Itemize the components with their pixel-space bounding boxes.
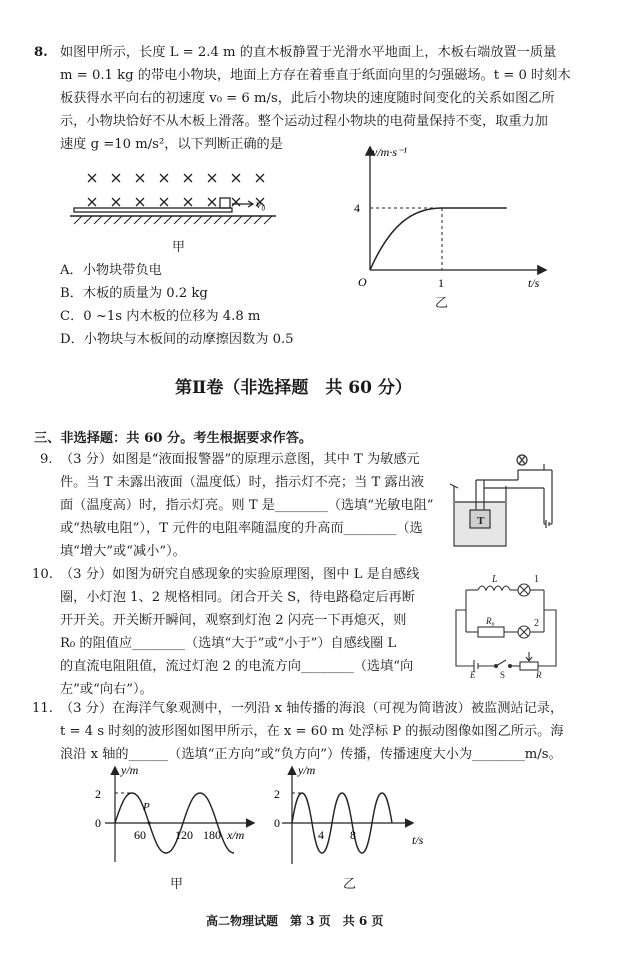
vt-origin: O bbox=[358, 275, 367, 289]
q8-stem-line-4: 示，小物块恰好不从木板上滑落。整个运动过程小物块的电荷量保持不变，取重力加 bbox=[60, 114, 548, 129]
q10-circuit-figure bbox=[452, 570, 564, 680]
part2-title: 第Ⅱ卷（非选择题 共 60 分） bbox=[175, 378, 412, 398]
q10-stem-line-4: R₀ 的阻值应________（选填“大于”或“小于”）自感线圈 L bbox=[60, 636, 397, 651]
q8-vt-chart bbox=[350, 140, 560, 320]
q10-inductor-label: L bbox=[492, 574, 498, 585]
q10-r0-label: R₀ bbox=[486, 616, 495, 626]
q11-yi-amp-label: 2 bbox=[274, 787, 280, 801]
q9-figure bbox=[448, 450, 560, 550]
q9-stem-line-3: 面（温度高）时，指示灯亮。则 T 是________（选填“光敏电阻” bbox=[60, 498, 434, 513]
q8-stem-line-2: m = 0.1 kg 的带电小物块，地面上方存在着垂直于纸面向里的匀强磁场。t = 0 时刻木 bbox=[60, 68, 571, 83]
q11-yi-xtick-4: 4 bbox=[318, 828, 324, 842]
q8-stem-line-1: 如图甲所示，长度 L = 2.4 m 的直木板静置于光滑水平地面上，木板右端放置一质量 bbox=[60, 45, 557, 60]
q8-option-a: A．小物块带负电 bbox=[60, 263, 162, 278]
q8-figure-jia-caption: 甲 bbox=[172, 240, 186, 255]
q9-sensor-label: T bbox=[477, 515, 485, 527]
q11-number: 11. bbox=[32, 701, 53, 716]
q11-jia-ylabel: y/m bbox=[121, 763, 139, 777]
q11-yi-zero-label: 0 bbox=[274, 816, 280, 830]
q8-stem-line-3: 板获得水平向右的初速度 v₀ = 6 m/s，此后小物块的速度随时间变化的关系如图乙所 bbox=[60, 91, 555, 106]
q11-jia-xlabel: x/m bbox=[227, 828, 245, 842]
q8-option-b: B．木板的质量为 0.2 kg bbox=[60, 286, 208, 301]
q10-lamp1-label: 1 bbox=[534, 574, 539, 585]
q9-stem-line-1: （3 分）如图是“液面报警器”的原理示意图，其中 T 为敏感元 bbox=[60, 452, 420, 467]
q8-option-c: C．0 ~1s 内木板的位移为 4.8 m bbox=[60, 309, 261, 324]
q8-option-d: D．小物块与木板间的动摩擦因数为 0.5 bbox=[60, 332, 294, 347]
q11-figure-yi-caption: 乙 bbox=[343, 877, 357, 892]
q11-yi-xtick-8: 8 bbox=[350, 828, 356, 842]
q9-stem-line-4: 或“热敏电阻”），T 元件的电阻率随温度的升高而________（选 bbox=[60, 521, 423, 536]
q11-stem-line-3: 浪沿 x 轴的______（选填“正方向”或“负方向”）传播，传播速度大小为________m/s。 bbox=[60, 747, 562, 762]
q10-stem-line-6: 左”或“向右”）。 bbox=[60, 682, 153, 697]
q11-jia-p-label: P bbox=[143, 801, 150, 813]
q8-number: 8. bbox=[34, 45, 48, 60]
q8-figure-yi-caption: 乙 bbox=[435, 296, 449, 311]
q11-figure-jia-wave bbox=[85, 760, 265, 870]
q10-e-label: E bbox=[470, 670, 476, 680]
q9-stem-line-2: 件。当 T 未露出液面（温度低）时，指示灯不亮；当 T 露出液 bbox=[60, 475, 425, 490]
q10-stem-line-5: 的直流电阻阻值，流过灯泡 2 的电流方向________（选填“向 bbox=[60, 659, 414, 674]
v0-label: v₀ bbox=[256, 197, 266, 211]
q11-jia-xtick-60: 60 bbox=[134, 828, 146, 842]
page-footer: 高二物理试题 第 3 页 共 6 页 bbox=[206, 914, 384, 928]
q11-jia-xtick-120: 120 bbox=[175, 828, 193, 842]
vt-series-line bbox=[370, 208, 507, 270]
q8-figure-jia bbox=[70, 168, 290, 230]
vt-xlabel: t/s bbox=[528, 276, 540, 290]
q11-yi-xlabel: t/s bbox=[412, 833, 424, 847]
q10-number: 10. bbox=[32, 567, 53, 582]
q10-stem-line-2: 圈，小灯泡 1、2 规格相同。闭合开关 S，待电路稳定后再断 bbox=[60, 590, 415, 605]
section3-heading: 三、非选择题：共 60 分。考生根据要求作答。 bbox=[34, 431, 313, 446]
q10-r-label: R bbox=[536, 670, 542, 680]
q11-figure-yi-vibration bbox=[272, 760, 437, 870]
vt-xtick: 1 bbox=[438, 276, 444, 290]
q11-stem-line-1: （3 分）在海洋气象观测中，一列沿 x 轴传播的海浪（可视为简谐波）被监测站记录， bbox=[60, 701, 564, 716]
q11-jia-xtick-180: 180 bbox=[203, 828, 221, 842]
q10-lamp2-label: 2 bbox=[534, 618, 539, 629]
q10-s-label: S bbox=[500, 670, 506, 680]
q11-stem-line-2: t = 4 s 时刻的波形图如图甲所示，在 x = 60 m 处浮标 P 的振动图像如图乙所示。海 bbox=[60, 724, 564, 739]
q10-stem-line-1: （3 分）如图为研究自感现象的实验原理图，图中 L 是自感线 bbox=[60, 567, 420, 582]
vt-ytick: 4 bbox=[354, 201, 360, 215]
q11-yi-ylabel: y/m bbox=[298, 763, 316, 777]
q9-stem-line-5: 填“增大”或“减小”）。 bbox=[60, 544, 186, 559]
q10-stem-line-3: 开开关。开关断开瞬间，观察到灯泡 2 闪亮一下再熄灭，则 bbox=[60, 613, 407, 628]
q8-stem-line-5: 速度 g =10 m/s²，以下判断正确的是 bbox=[60, 137, 283, 152]
q11-point-p bbox=[147, 821, 150, 824]
q11-jia-amp-label: 2 bbox=[95, 787, 101, 801]
vt-ylabel: v/m·s⁻¹ bbox=[372, 145, 407, 159]
q11-jia-zero-label: 0 bbox=[95, 816, 101, 830]
q9-number: 9. bbox=[40, 452, 53, 467]
q11-figure-jia-caption: 甲 bbox=[170, 877, 184, 892]
